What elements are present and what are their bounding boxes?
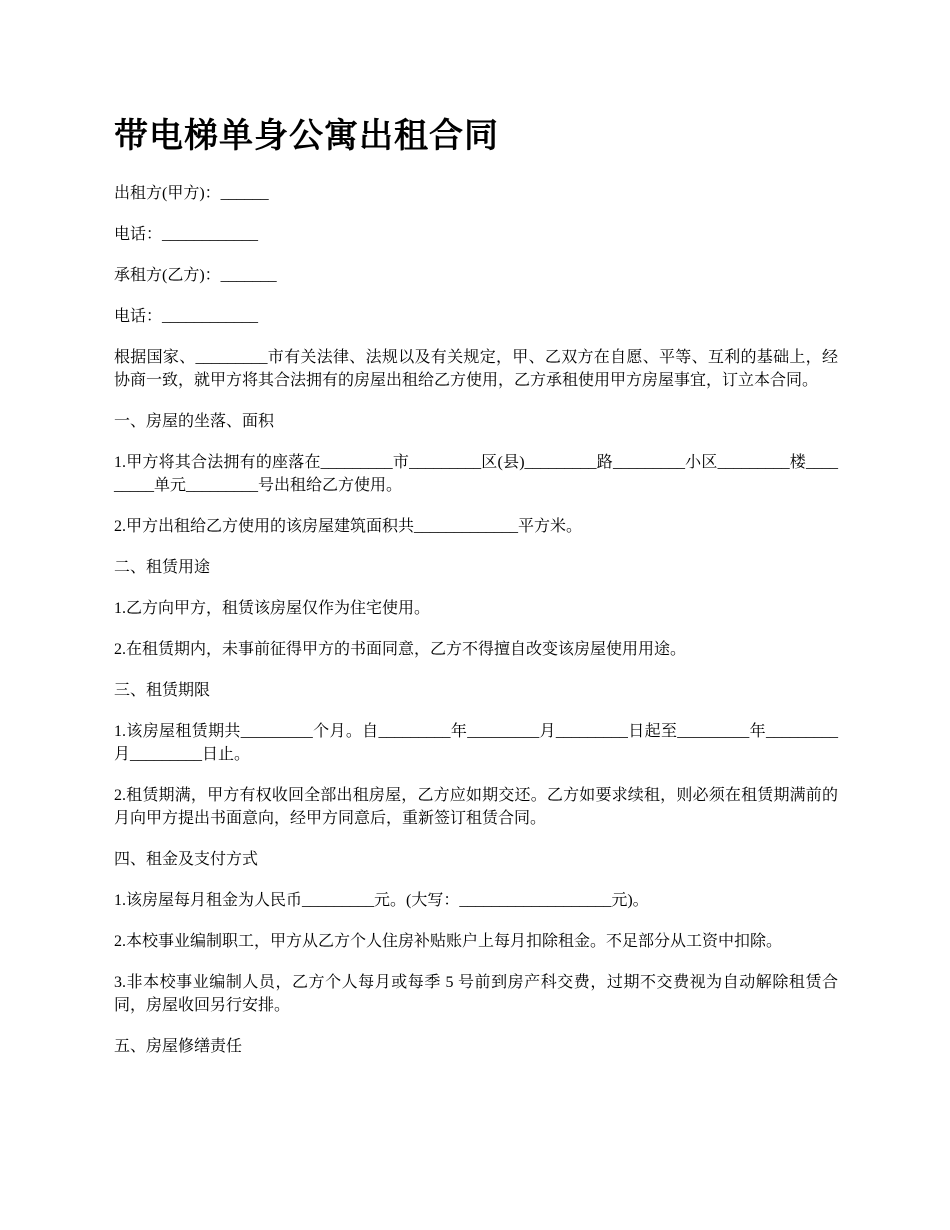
lessor-line: 出租方(甲方)：______: [114, 185, 269, 202]
clause-paragraph: 1.该房屋每月租金为人民币_________元。(大写：___________________元)。: [114, 892, 649, 909]
clause-paragraph: 2.甲方出租给乙方使用的该房屋建筑面积共_____________平方米。: [114, 518, 583, 535]
clause-paragraph: 2.在租赁期内，未事前征得甲方的书面同意，乙方不得擅自改变该房屋使用用途。: [114, 641, 687, 658]
section-heading-term: 三、租赁期限: [114, 682, 211, 699]
clause-paragraph: 3.非本校事业编制人员，乙方个人每月或每季 5 号前到房产科交费，过期不交费视为自动解除租赁合同，房屋收回另行安排。: [114, 974, 838, 1014]
document-title: 带电梯单身公寓出租合同: [114, 116, 499, 156]
clause-paragraph: 1.该房屋租赁期共_________个月。自_________年_________月_________日起至_________年_________月_________日止。: [114, 723, 838, 763]
section-heading-location: 一、房屋的坐落、面积: [114, 413, 275, 430]
lessee-line: 承租方(乙方)：_______: [114, 267, 277, 284]
lessor-phone-line: 电话：____________: [114, 226, 259, 243]
preamble-paragraph: 根据国家、_________市有关法律、法规以及有关规定，甲、乙双方在自愿、平等、互利的基础上，经协商一致，就甲方将其合法拥有的房屋出租给乙方使用，乙方承租使用甲方房屋事宜，订立本合同。: [114, 349, 838, 389]
section-heading-repair: 五、房屋修缮责任: [114, 1038, 243, 1055]
clause-paragraph: 2.租赁期满，甲方有权收回全部出租房屋，乙方应如期交还。乙方如要求续租，则必须在租赁期满前的月向甲方提出书面意向，经甲方同意后，重新签订租赁合同。: [114, 787, 838, 827]
section-heading-usage: 二、租赁用途: [114, 559, 211, 576]
section-heading-rent: 四、租金及支付方式: [114, 851, 259, 868]
clause-paragraph: 1.乙方向甲方，租赁该房屋仅作为住宅使用。: [114, 600, 431, 617]
clause-paragraph: 2.本校事业编制职工，甲方从乙方个人住房补贴账户上每月扣除租金。不足部分从工资中扣除。: [114, 933, 783, 950]
document-page: [114, 112, 838, 1076]
clause-paragraph: 1.甲方将其合法拥有的座落在_________市_________区(县)_________路_________小区_________楼_________单元_________号出租给乙方使用。: [114, 454, 838, 494]
lessee-phone-line: 电话：____________: [114, 308, 259, 325]
